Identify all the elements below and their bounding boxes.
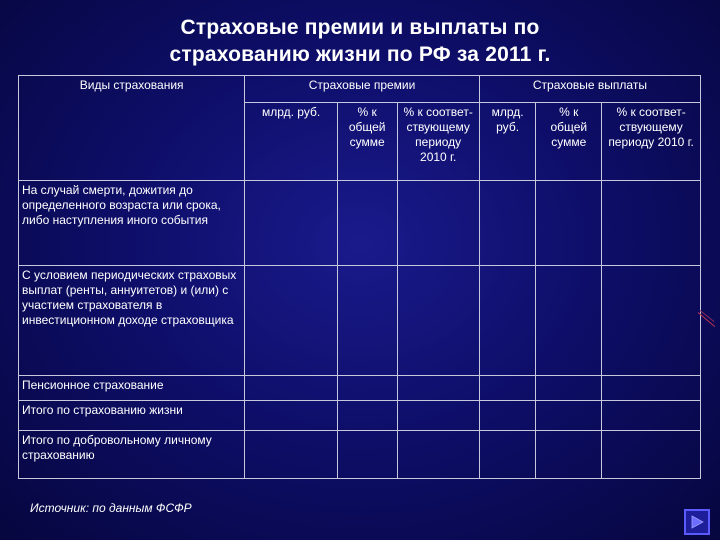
header-premiums-bln: млрд. руб. — [245, 103, 338, 181]
table-cell — [245, 266, 338, 376]
table-cell — [397, 266, 479, 376]
table-cell — [479, 401, 536, 431]
table-cell — [602, 181, 701, 266]
table-row — [19, 266, 701, 376]
header-insurance-types: Виды страхования — [19, 76, 245, 181]
table-cell — [602, 266, 701, 376]
table-row — [19, 401, 701, 431]
table-cell — [602, 376, 701, 401]
table-cell — [536, 376, 602, 401]
header-payouts-share: % к общей сумме — [536, 103, 602, 181]
row-label: Итого по добровольному личному страхованию — [19, 431, 245, 479]
table-cell — [536, 266, 602, 376]
next-slide-button[interactable] — [684, 509, 710, 535]
row-label: С условием периодических страховых выплат (ренты, аннуитетов) и (или) с участием страхователя в инвестиционном доходе страховщика — [19, 266, 245, 376]
slide-title — [0, 14, 720, 68]
table-cell — [245, 181, 338, 266]
table-cell — [337, 266, 397, 376]
header-premiums-share: % к общей сумме — [337, 103, 397, 181]
table-cell — [602, 431, 701, 479]
header-row-1 — [19, 76, 701, 103]
table-cell — [397, 401, 479, 431]
header-premiums: Страховые премии — [245, 76, 480, 103]
row-label: Итого по страхованию жизни — [19, 401, 245, 431]
row-label: На случай смерти, дожития до определенного возраста или срока, либо наступления иного события — [19, 181, 245, 266]
title-line-1: Страховые премии и выплаты по — [180, 16, 540, 39]
table-cell — [479, 376, 536, 401]
table-cell — [536, 431, 602, 479]
table-row — [19, 181, 701, 266]
table-cell — [397, 181, 479, 266]
table-cell — [479, 266, 536, 376]
table-cell — [245, 376, 338, 401]
table-cell — [337, 181, 397, 266]
table-cell — [479, 181, 536, 266]
table-cell — [536, 181, 602, 266]
play-next-icon — [690, 515, 704, 529]
table-cell — [245, 431, 338, 479]
table-cell — [337, 431, 397, 479]
header-payouts-change: % к соответ-ствующему периоду 2010 г. — [602, 103, 701, 181]
table-row — [19, 376, 701, 401]
title-line-2: страхованию жизни по РФ за 2011 г. — [169, 43, 551, 66]
table-row — [19, 431, 701, 479]
table-cell — [397, 431, 479, 479]
table-cell — [536, 401, 602, 431]
table-cell — [245, 401, 338, 431]
source-note: Источник: по данным ФСФР — [30, 501, 192, 515]
table-cell — [602, 401, 701, 431]
header-premiums-change: % к соответ-ствующему периоду 2010 г. — [397, 103, 479, 181]
header-payouts-bln: млрд. руб. — [479, 103, 536, 181]
row-label: Пенсионное страхование — [19, 376, 245, 401]
table-cell — [337, 376, 397, 401]
table-cell — [479, 431, 536, 479]
table-cell — [337, 401, 397, 431]
header-payouts: Страховые выплаты — [479, 76, 700, 103]
insurance-table — [18, 75, 701, 479]
table-cell — [397, 376, 479, 401]
